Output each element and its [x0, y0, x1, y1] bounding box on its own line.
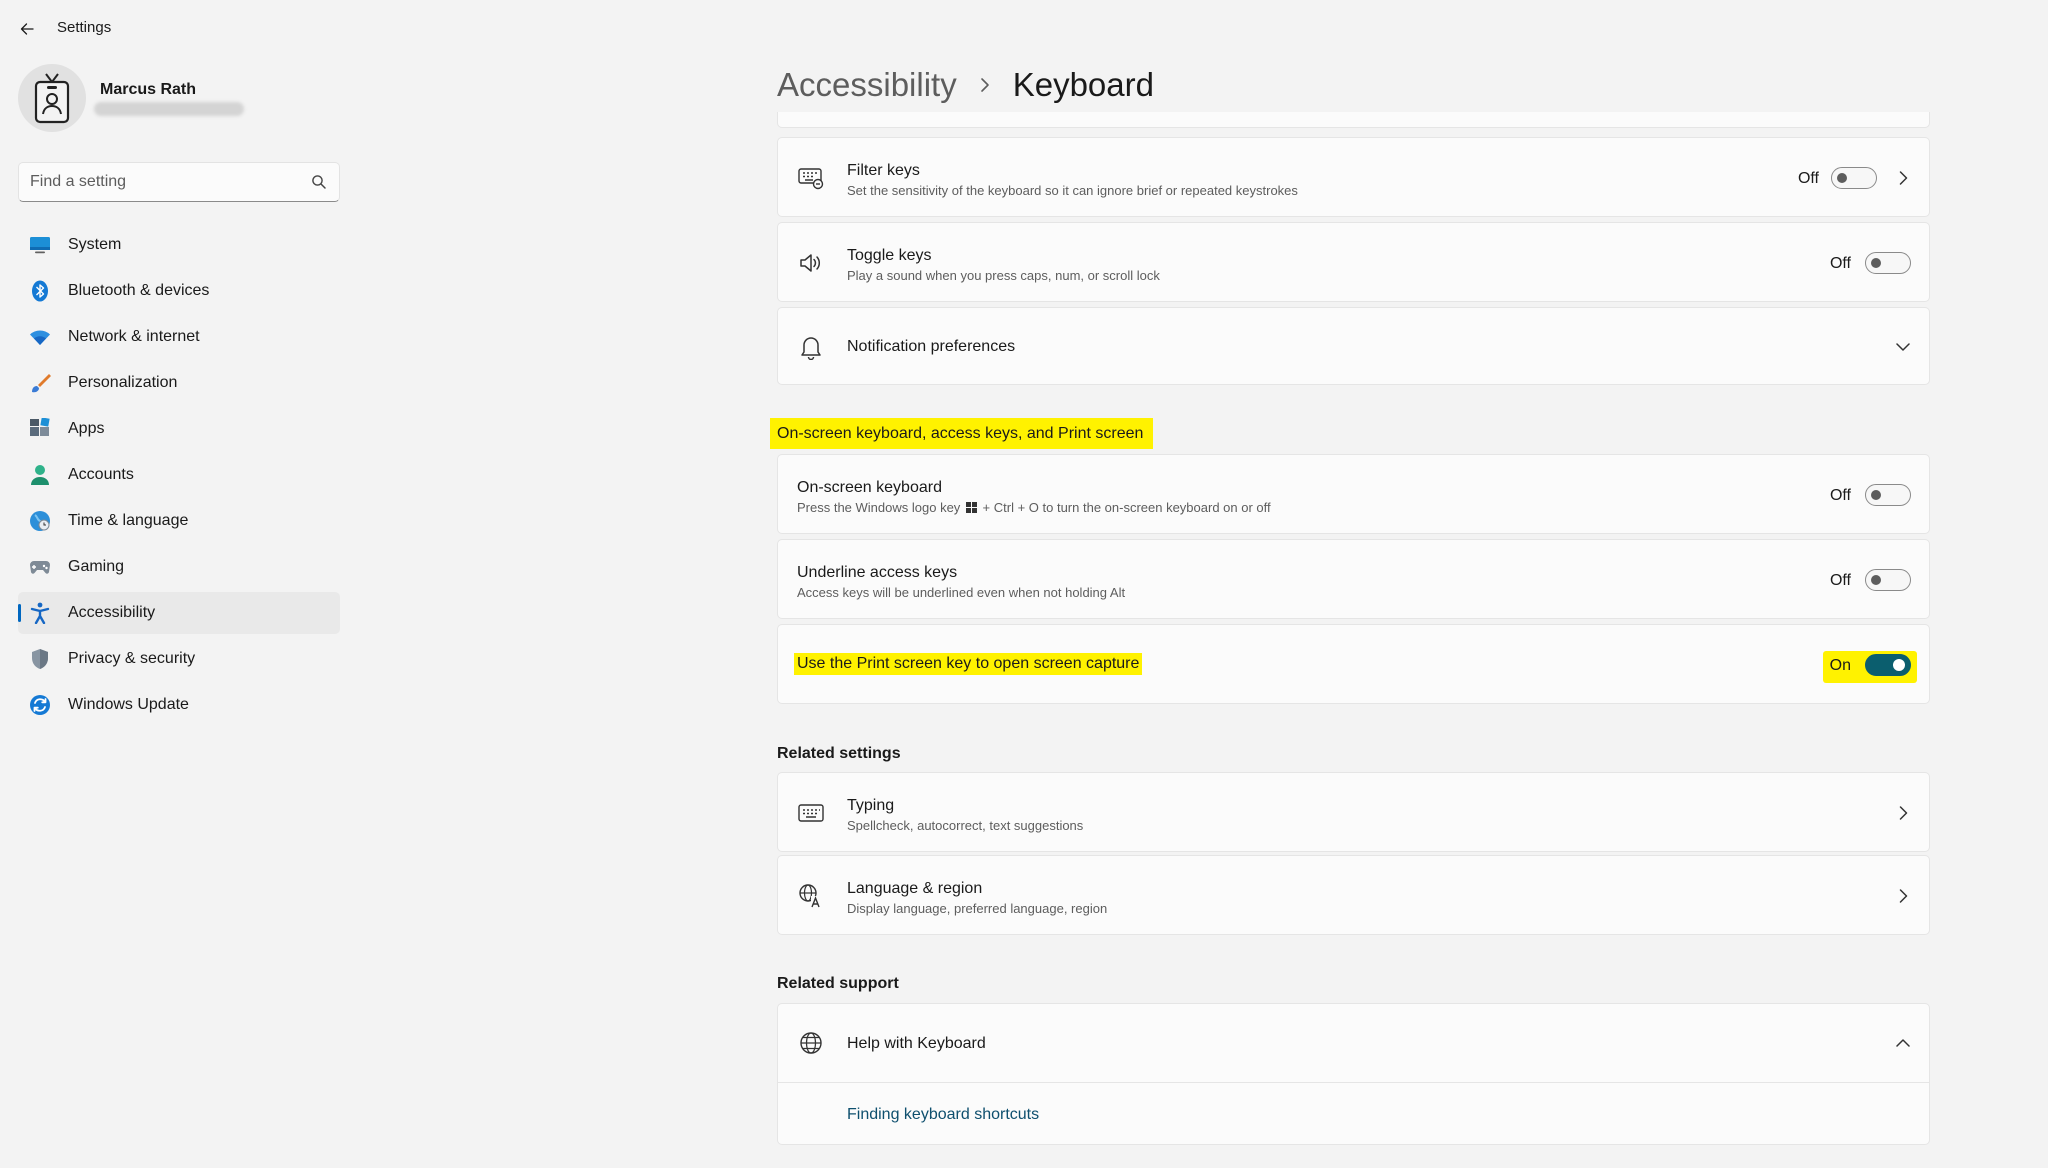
- related-settings-heading: Related settings: [777, 745, 901, 762]
- sidebar-item-bluetooth[interactable]: [18, 270, 340, 312]
- sidebar-item-privacy-security[interactable]: [18, 638, 340, 680]
- print-screen-title: Use the Print screen key to open screen capture: [794, 653, 1142, 675]
- keyboard-icon: [798, 800, 824, 826]
- language-icon: [798, 883, 824, 909]
- chevron-down-icon: [1893, 337, 1913, 357]
- sidebar-item-accessibility[interactable]: [18, 592, 340, 634]
- print-screen-toggle[interactable]: [1865, 654, 1911, 676]
- help-with-keyboard-header[interactable]: [778, 1004, 1929, 1082]
- sidebar-item-label: Gaming: [68, 558, 125, 575]
- language-region-desc: Display language, preferred language, region: [847, 901, 1108, 916]
- toggle-knob: [1871, 258, 1881, 268]
- bluetooth-icon: [29, 280, 51, 302]
- sidebar-item-apps[interactable]: [18, 408, 340, 450]
- on-screen-keyboard-desc: [797, 500, 1271, 515]
- sidebar-item-label: Bluetooth & devices: [68, 282, 210, 299]
- sidebar-item-network[interactable]: [18, 316, 340, 358]
- on-screen-keyboard-title: On-screen keyboard: [797, 479, 942, 496]
- sidebar-item-label: Time & language: [68, 512, 189, 529]
- filter-keys-toggle[interactable]: [1831, 167, 1877, 189]
- update-icon: [29, 694, 51, 716]
- related-support-heading: Related support: [777, 975, 899, 992]
- chevron-right-icon: [979, 77, 991, 93]
- toggle-keys-desc: Play a sound when you press caps, num, or scroll lock: [847, 268, 1160, 283]
- sidebar-item-windows-update[interactable]: [18, 684, 340, 726]
- app-title: Settings: [57, 19, 112, 36]
- toggle-keys-title: Toggle keys: [847, 247, 932, 264]
- sidebar-item-label: System: [68, 236, 122, 253]
- osk-desc-before: Press the Windows logo key: [797, 500, 961, 515]
- search-icon[interactable]: [311, 174, 327, 190]
- underline-access-keys-toggle[interactable]: [1865, 569, 1911, 591]
- sidebar-item-gaming[interactable]: [18, 546, 340, 588]
- breadcrumb: [777, 62, 1154, 108]
- typing-title: Typing: [847, 797, 895, 814]
- chevron-right-icon: [1893, 168, 1913, 188]
- sidebar-item-time-language[interactable]: [18, 500, 340, 542]
- bell-icon: [798, 334, 824, 360]
- typing-desc: Spellcheck, autocorrect, text suggestions: [847, 818, 1084, 833]
- chevron-up-icon: [1893, 1033, 1913, 1053]
- divider: [778, 1082, 1929, 1083]
- filter-keys-title: Filter keys: [847, 162, 920, 179]
- underline-access-keys-title: Underline access keys: [797, 564, 958, 581]
- filter-keys-state: Off: [1797, 170, 1819, 187]
- sidebar-item-label: Accessibility: [68, 604, 156, 621]
- on-screen-keyboard-state: Off: [1829, 487, 1851, 504]
- gamepad-icon: [29, 556, 51, 578]
- sidebar-item-label: Apps: [68, 420, 105, 437]
- wifi-icon: [29, 326, 51, 348]
- person-icon: [29, 464, 51, 486]
- sidebar-item-system[interactable]: [18, 224, 340, 266]
- user-name: Marcus Rath: [100, 81, 197, 98]
- chevron-right-icon: [1893, 886, 1913, 906]
- on-screen-keyboard-toggle[interactable]: [1865, 484, 1911, 506]
- help-with-keyboard-card: [777, 1003, 1930, 1145]
- monitor-icon: [29, 234, 51, 256]
- filter-keys-desc: Set the sensitivity of the keyboard so it can ignore brief or repeated keystrokes: [847, 183, 1298, 198]
- speaker-icon: [798, 250, 824, 276]
- title-bar: [0, 0, 2048, 56]
- back-button[interactable]: [14, 16, 40, 42]
- paintbrush-icon: [29, 372, 51, 394]
- globe-icon: [798, 1030, 824, 1056]
- osk-desc-after: + Ctrl + O to turn the on-screen keyboard on or off: [982, 500, 1271, 515]
- page-title: Keyboard: [1012, 66, 1154, 103]
- toggle-knob: [1871, 575, 1881, 585]
- shield-icon: [29, 648, 51, 670]
- apps-grid-icon: [29, 418, 51, 440]
- print-screen-state: On: [1829, 657, 1851, 674]
- typing-card[interactable]: [777, 772, 1930, 852]
- previous-setting-card-edge: [777, 112, 1930, 128]
- user-email-redacted: [94, 102, 244, 116]
- language-region-card[interactable]: [777, 855, 1930, 935]
- toggle-keys-toggle[interactable]: [1865, 252, 1911, 274]
- underline-access-keys-desc: Access keys will be underlined even when not holding Alt: [797, 585, 1126, 600]
- toggle-keys-state: Off: [1829, 255, 1851, 272]
- print-screen-card: [777, 624, 1930, 704]
- search-input[interactable]: [30, 163, 300, 201]
- toggle-keys-card: [777, 222, 1930, 302]
- notification-preferences-title: Notification preferences: [847, 338, 1016, 355]
- underline-access-keys-card: [777, 539, 1930, 619]
- sidebar-item-label: Accounts: [68, 466, 134, 483]
- underline-access-keys-state: Off: [1829, 572, 1851, 589]
- back-arrow-icon: [19, 21, 35, 37]
- finding-keyboard-shortcuts-link[interactable]: Finding keyboard shortcuts: [847, 1106, 1040, 1123]
- toggle-knob: [1837, 173, 1847, 183]
- notification-preferences-card[interactable]: [777, 307, 1930, 385]
- user-badge-icon: [32, 72, 72, 124]
- chevron-right-icon: [1893, 803, 1913, 823]
- sidebar-item-personalization[interactable]: [18, 362, 340, 404]
- sidebar-item-label: Personalization: [68, 374, 178, 391]
- toggle-knob: [1871, 490, 1881, 500]
- filter-keys-icon: [798, 165, 824, 191]
- breadcrumb-parent[interactable]: Accessibility: [777, 66, 957, 103]
- accessibility-icon: [29, 602, 51, 624]
- sidebar-item-label: Network & internet: [68, 328, 200, 345]
- sidebar-item-label: Privacy & security: [68, 650, 196, 667]
- sidebar-item-label: Windows Update: [68, 696, 189, 713]
- help-with-keyboard-title: Help with Keyboard: [847, 1035, 986, 1052]
- sidebar-nav: [18, 224, 340, 730]
- sidebar-item-accounts[interactable]: [18, 454, 340, 496]
- avatar[interactable]: [18, 64, 86, 132]
- on-screen-keyboard-card: [777, 454, 1930, 534]
- windows-logo-icon: [966, 502, 977, 513]
- globe-clock-icon: [29, 510, 51, 532]
- osk-section-heading: On-screen keyboard, access keys, and Print screen: [770, 418, 1153, 449]
- toggle-knob: [1893, 659, 1905, 671]
- filter-keys-card[interactable]: [777, 137, 1930, 217]
- language-region-title: Language & region: [847, 880, 983, 897]
- search-box[interactable]: [18, 162, 340, 202]
